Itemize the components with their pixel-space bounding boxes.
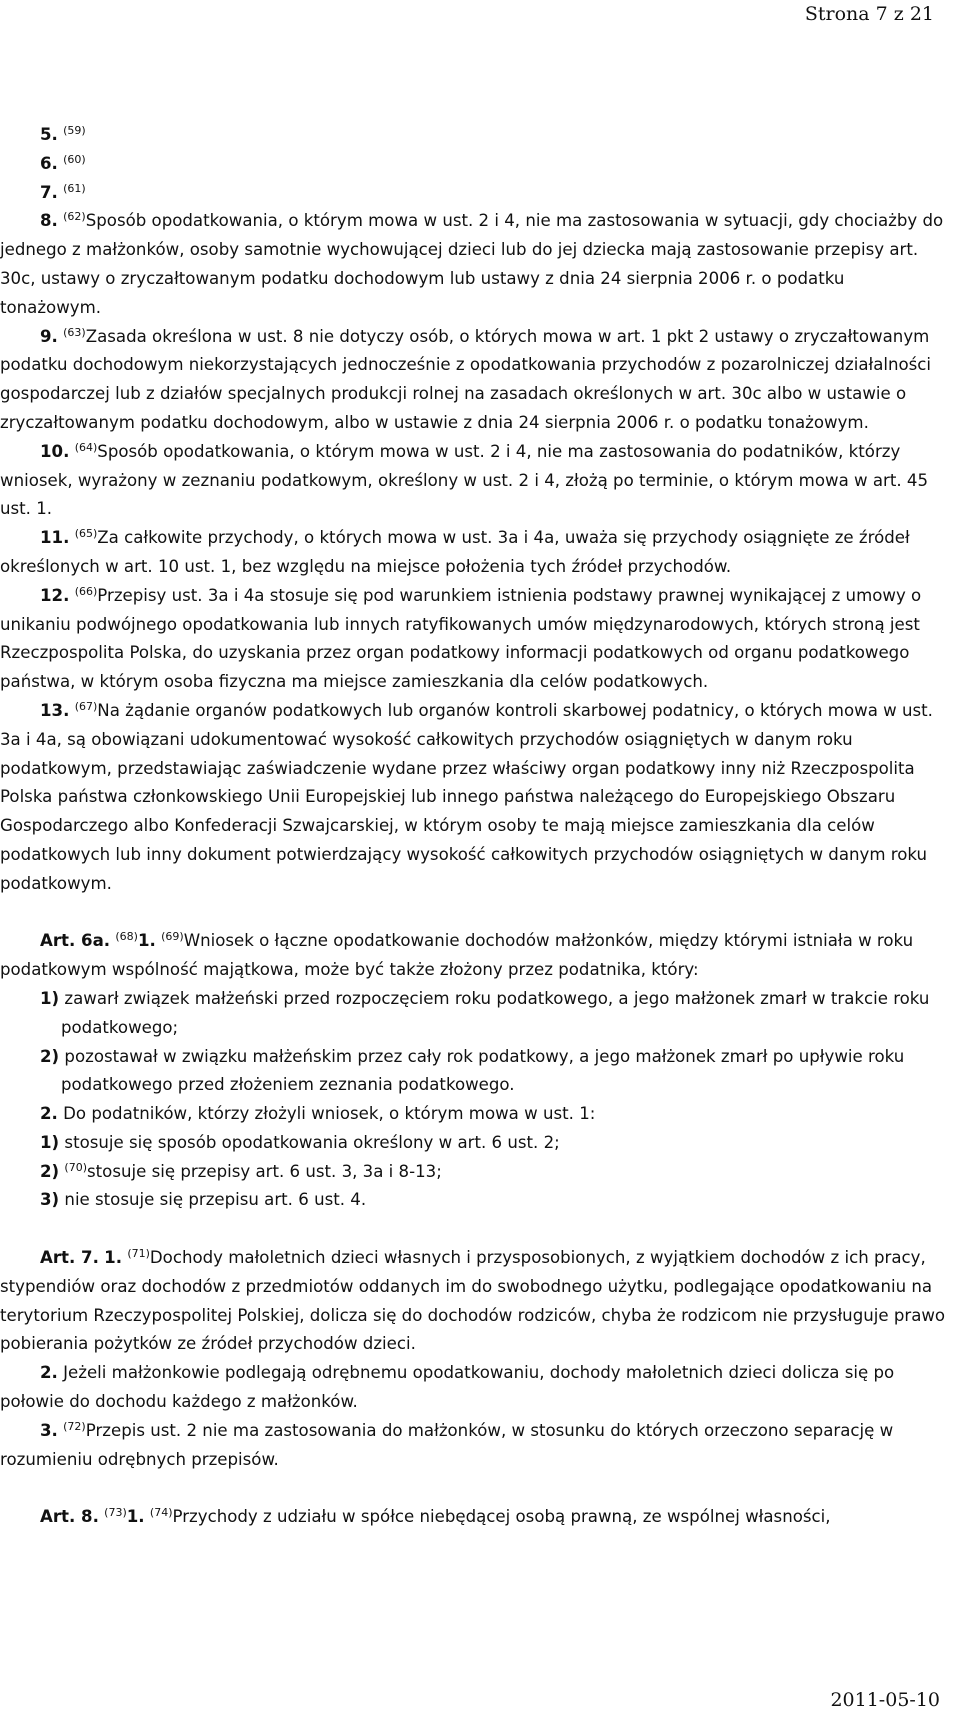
list-item [0, 985, 948, 1043]
date-footer: 2011-05-10 [830, 1689, 940, 1711]
paragraph-number: 1. [126, 1507, 145, 1527]
list-item [0, 1158, 948, 1187]
footnote-ref[interactable]: (63) [63, 325, 86, 339]
footnote-ref[interactable]: (62) [63, 210, 86, 224]
paragraph-6 [0, 150, 948, 179]
page-number-header: Strona 7 z 21 [804, 3, 934, 25]
footnote-ref[interactable]: (68) [115, 930, 138, 944]
item-text: pozostawał w związku małżeńskim przez cały rok podatkowy, a jego małżonek zmarł po upływie roku podatkowego przed złożeniem zeznania podatkowego. [61, 1046, 905, 1095]
paragraph-number: 2. [40, 1363, 58, 1383]
item-number: 1) [40, 1132, 60, 1152]
footnote-ref[interactable]: (72) [63, 1419, 86, 1433]
paragraph-11 [0, 524, 948, 582]
paragraph-text: Przychody z udziału w spółce niebędącej osobą prawną, ze wspólnej własności, [172, 1507, 831, 1527]
item-text: stosuje się sposób opodatkowania określony w art. 6 ust. 2; [64, 1132, 560, 1152]
footnote-ref[interactable]: (59) [63, 124, 86, 137]
paragraph-text: Sposób opodatkowania, o którym mowa w ust. 2 i 4, nie ma zastosowania w sytuacji, gdy chociażby do jednego z małżonków, osoby samotnie wychowującej dzieci lub do jej dziecka mają zastosowanie przepisy art. 30c, ustawy o zryczałtowanym podatku dochodowym lub ustawy z dnia 24 sierpnia 2006 r. o podatku tonażowym. [0, 211, 944, 317]
paragraph-text: Zasada określona w ust. 8 nie dotyczy osób, o których mowa w art. 1 pkt 2 ustawy o zryczałtowanym podatku dochodowym niekorzystających jednocześnie z opodatkowania przychodów z pozarolniczej działalności gospodarczej lub z działów specjalnych produkcji rolnej na zasadach określonych w art. 30c albo w ustawie o zryczałtowanym podatku dochodowym, albo w ustawie z dnia 24 sierpnia 2006 r. o podatku tonażowym. [0, 326, 932, 432]
spacer [0, 1474, 948, 1503]
paragraph-number: 5. [40, 125, 58, 144]
paragraph-number: 10. [40, 441, 70, 461]
paragraph-10 [0, 438, 948, 524]
paragraph-text: Na żądanie organów podatkowych lub organów kontroli skarbowej podatnicy, o których mowa w ust. 3a i 4a, są obowiązani udokumentować wysokość całkowitych przychodów osiągniętych w danym roku podatkowym, przedstawiając zaświadczenie wydane przez właściwy organ podatkowy inny niż Rzeczpospolita Polska państwa członkowskiego Unii Europejskiej lub innego państwa należącego do Europejskiego Obszaru Gospodarczego albo Konfederacji Szwajcarskiej, w którym osoby te mają miejsce zamieszkania dla celów podatkowych lub inny dokument potwierdzający wysokość całkowitych przychodów osiągniętych w danym roku podatkowym. [0, 700, 933, 893]
paragraph-number: 6. [40, 153, 58, 173]
article-7 [0, 1244, 948, 1359]
paragraph-text: Dochody małoletnich dzieci własnych i przysposobionych, z wyjątkiem dochodów z ich pracy, stypendiów oraz dochodów z przedmiotów oddanych im do swobodnego użytku, podlegające opodatkowaniu na terytorium Rzeczypospolitej Polskiej, dolicza się do dochodów rodziców, chyba że rodzicom nie przysługuje prawo pobierania pożytków ze źródeł przychodów dzieci. [0, 1248, 946, 1354]
paragraph-number: 8. [40, 211, 58, 231]
paragraph-text: Przepisy ust. 3a i 4a stosuje się pod warunkiem istnienia podstawy prawnej wynikającej z umowy o unikaniu podwójnego opodatkowania lub innych ratyfikowanych umów międzynarodowych, których stroną jest Rzeczpospolita Polska, do uzyskania przez organ podatkowy informacji podatkowych od organu podatkowego państwa, w którym osoba fizyczna ma miejsce zamieszkania dla celów podatkowych. [0, 585, 922, 692]
paragraph-8 [0, 207, 948, 322]
spacer [0, 899, 948, 928]
paragraph-text: Przepis ust. 2 nie ma zastosowania do małżonków, w stosunku do których orzeczono separację w rozumieniu odrębnych przepisów. [0, 1420, 894, 1469]
footnote-ref[interactable]: (60) [63, 152, 86, 166]
document-body [0, 121, 948, 1532]
paragraph-number: 11. [40, 528, 70, 548]
article-label: Art. 7. [40, 1248, 99, 1268]
list-item [0, 1129, 948, 1158]
item-text: nie stosuje się przepisu art. 6 ust. 4. [64, 1190, 367, 1210]
paragraph-number: 1. [104, 1248, 123, 1268]
list-item [0, 1186, 948, 1215]
item-number: 1) [40, 988, 60, 1008]
paragraph-7 [0, 179, 948, 208]
footnote-ref[interactable]: (70) [64, 1160, 88, 1174]
paragraph-7-2 [0, 1359, 948, 1417]
paragraph-text: Sposób opodatkowania, o którym mowa w ust. 2 i 4, nie ma zastosowania do podatników, którzy wniosek, wyrażony w zeznaniu podatkowym, określony w ust. 2 i 4, złożą po terminie, o którym mowa w art. 45 ust. 1. [0, 441, 929, 519]
spacer [0, 1215, 948, 1244]
item-text: zawarł związek małżeński przed rozpoczęciem roku podatkowego, a jego małżonek zmarł w trakcie roku podatkowego; [61, 988, 930, 1037]
paragraph-text: Jeżeli małżonkowie podlegają odrębnemu opodatkowaniu, dochody małoletnich dzieci dolicza się po połowie do dochodu każdego z małżonków. [0, 1363, 895, 1412]
paragraph-number: 2. [40, 1104, 58, 1124]
paragraph-number: 13. [40, 700, 70, 720]
footnote-ref[interactable]: (66) [74, 584, 98, 598]
footnote-ref[interactable]: (69) [161, 930, 184, 944]
footnote-ref[interactable]: (65) [74, 527, 98, 541]
article-label: Art. 6a. [40, 931, 111, 951]
paragraph-13 [0, 697, 948, 899]
footnote-ref[interactable]: (64) [74, 440, 98, 454]
paragraph-number: 3. [40, 1420, 58, 1440]
paragraph-number: 1. [137, 931, 156, 951]
paragraph-6a-2 [0, 1100, 948, 1129]
footnote-ref[interactable]: (74) [149, 1506, 173, 1520]
list-item [0, 1043, 948, 1101]
paragraph-text: Do podatników, którzy złożyli wniosek, o którym mowa w ust. 1: [63, 1104, 596, 1124]
paragraph-12 [0, 582, 948, 697]
paragraph-9 [0, 323, 948, 438]
paragraph-number: 7. [40, 182, 58, 202]
item-text: stosuje się przepisy art. 6 ust. 3, 3a i 8-13; [87, 1161, 442, 1181]
paragraph-number: 12. [40, 585, 70, 605]
paragraph-7-3 [0, 1417, 948, 1475]
item-number: 2) [40, 1046, 60, 1066]
article-label: Art. 8. [40, 1507, 99, 1527]
footnote-ref[interactable]: (71) [127, 1247, 150, 1261]
footnote-ref[interactable]: (67) [74, 699, 98, 713]
footnote-ref[interactable]: (61) [63, 181, 86, 195]
item-number: 3) [40, 1190, 60, 1210]
paragraph-5 [0, 121, 948, 150]
item-number: 2) [40, 1161, 60, 1181]
paragraph-text: Za całkowite przychody, o których mowa w ust. 3a i 4a, uważa się przychody osiągnięte ze źródeł określonych w art. 10 ust. 1, bez względu na miejsce położenia tych źródeł przychodów. [0, 528, 910, 576]
article-6a [0, 927, 948, 985]
footnote-ref[interactable]: (73) [104, 1506, 127, 1520]
paragraph-number: 9. [40, 326, 58, 346]
paragraph-text: Wniosek o łączne opodatkowanie dochodów małżonków, między którymi istniała w roku podatkowym wspólność majątkowa, może być także złożony przez podatnika, który: [0, 931, 914, 980]
article-8 [0, 1503, 948, 1532]
